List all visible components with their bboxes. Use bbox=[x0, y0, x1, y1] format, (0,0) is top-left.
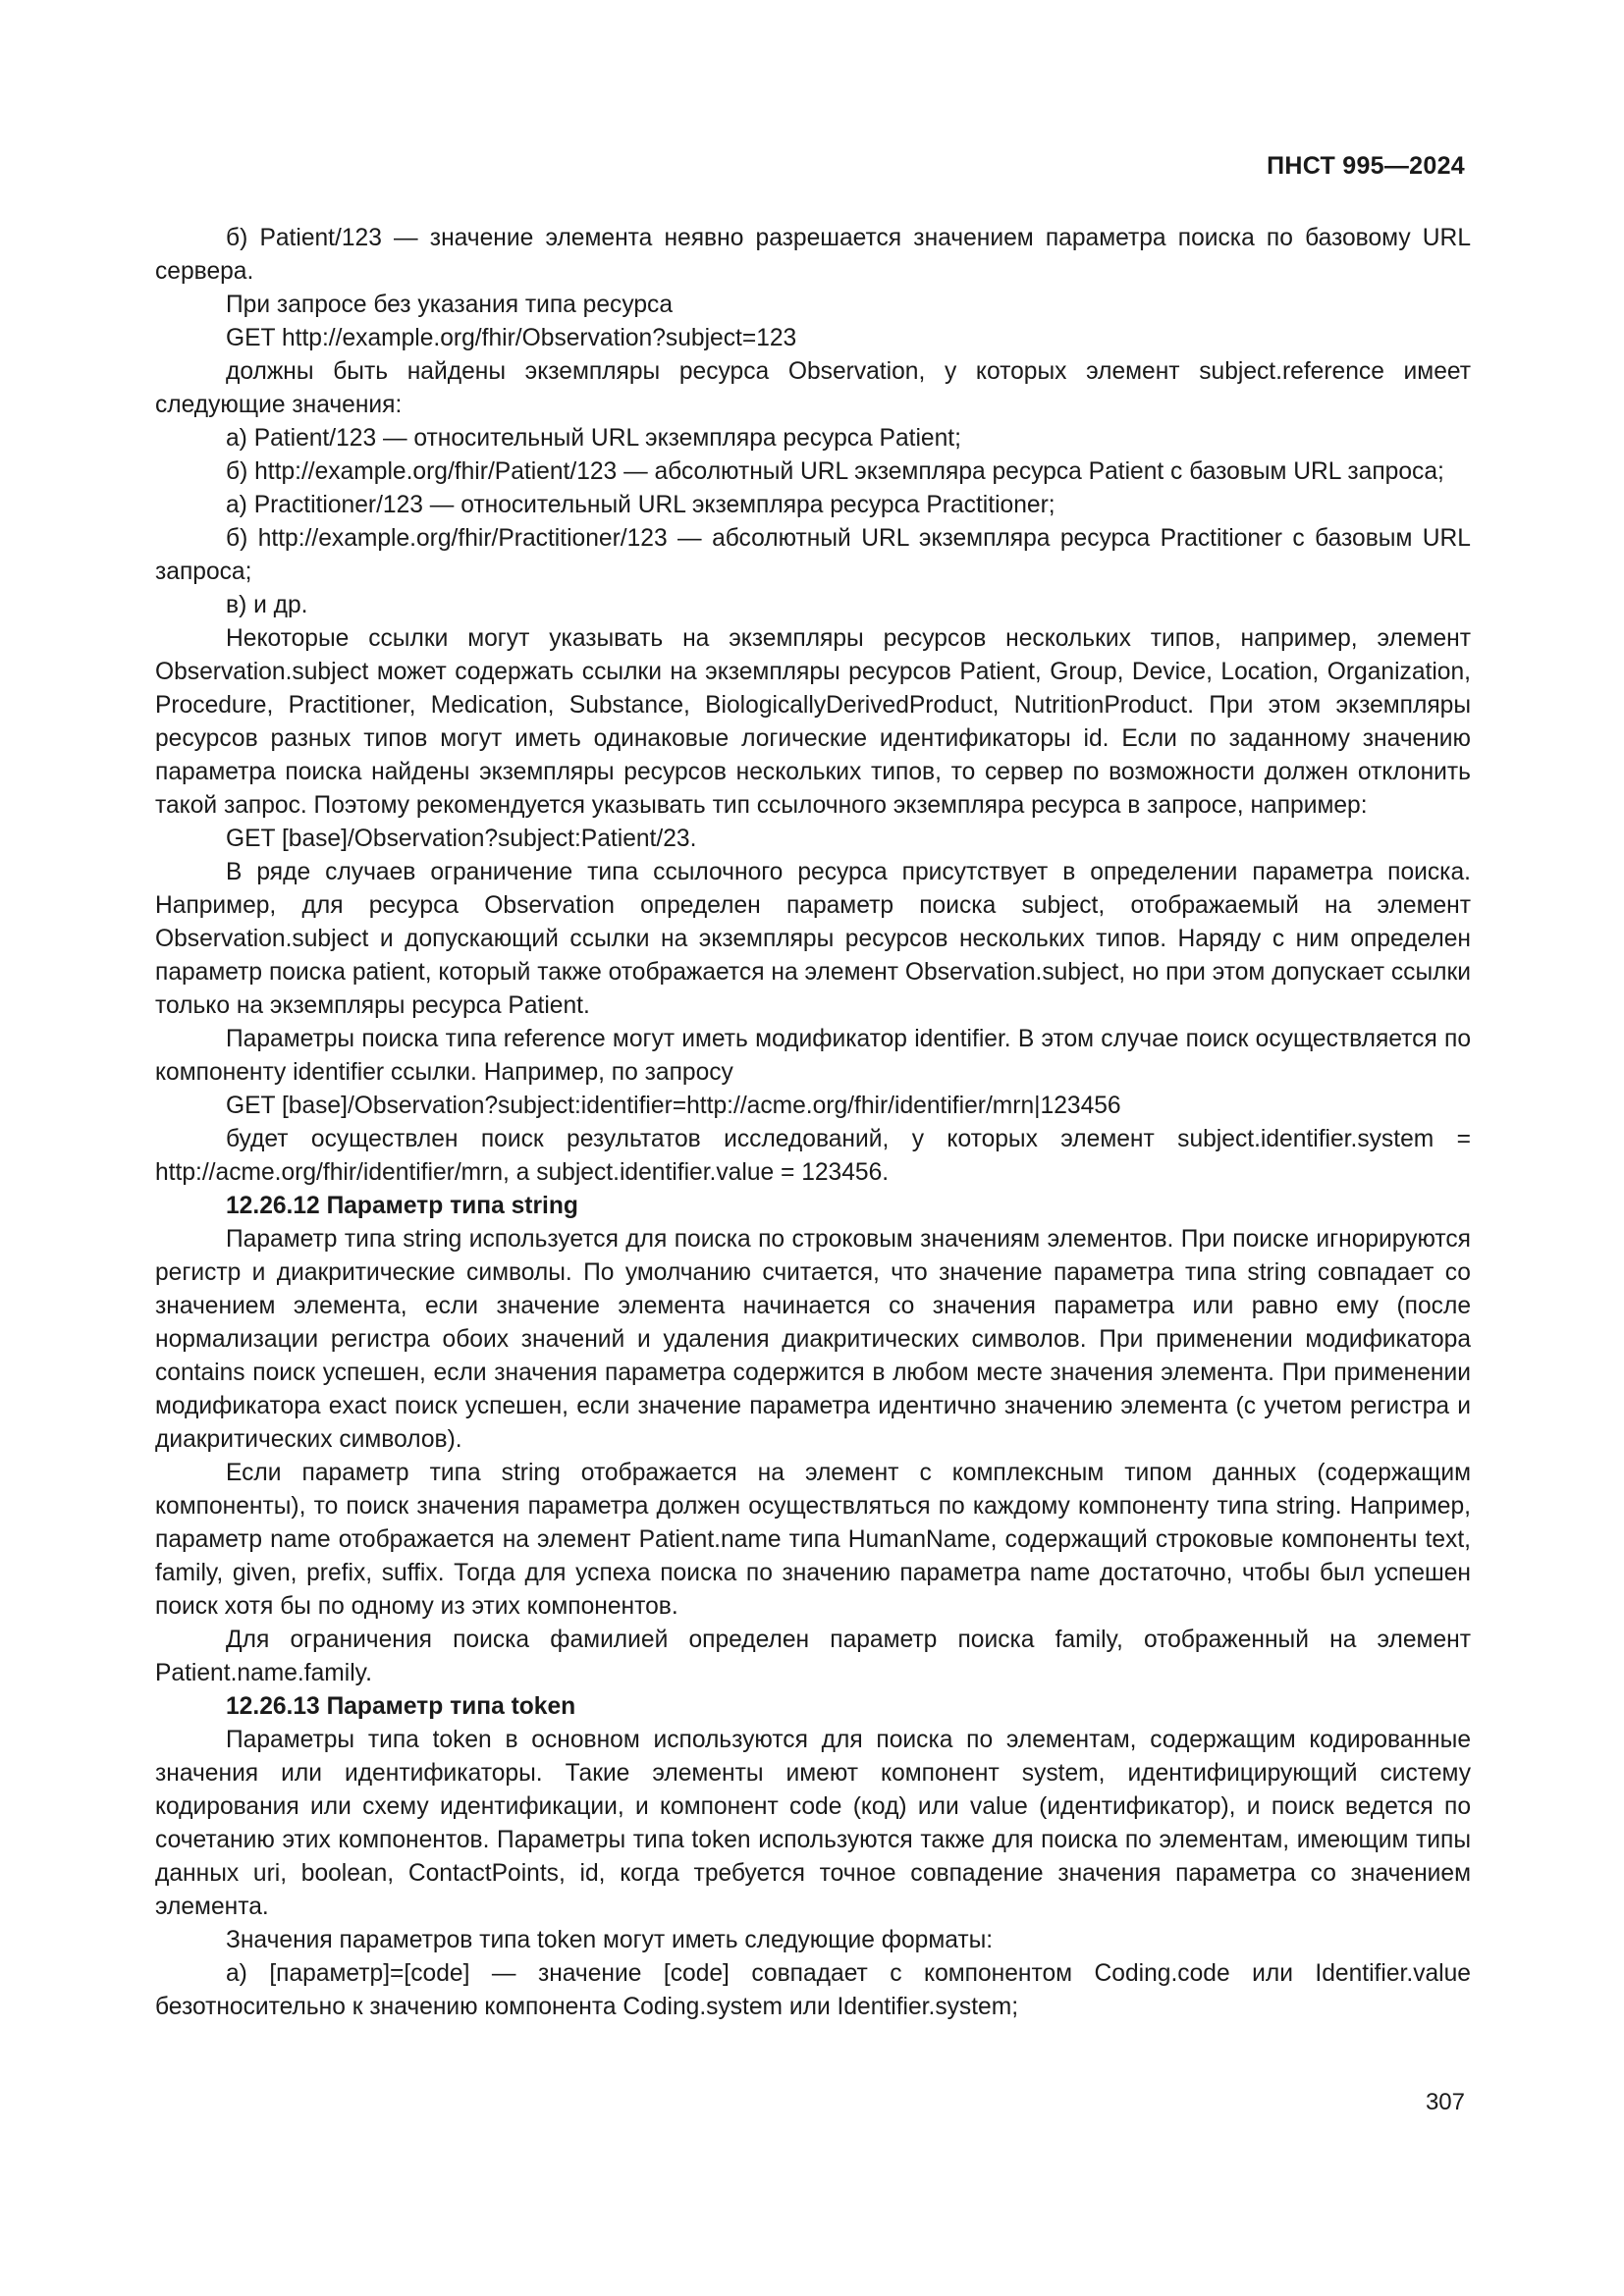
paragraph: В ряде случаев ограничение типа ссылочного ресурса присутствует в определении параметра поиска. Например, для ресурса Observation определен параметр поиска subject, отображаемый на элемент Observation.subject и допускающий ссылки на экземпляры ресурсов нескольких типов. Наряду с ним определен параметр поиска patient, который также отображается на элемент Observation.subject, но при этом допускает ссылки только на экземпляры ресурса Patient. bbox=[155, 859, 1471, 1019]
paragraph: Параметр типа string используется для поиска по строковым значениям элементов. При поиске игнорируются регистр и диакритические символы. По умолчанию считается, что значение параметра типа string совпадает со значением элемента, если значение элемента начинается со значения параметра или равно ему (после нормализации регистра обоих значений и удаления диакритических символов. При применении модификатора contains поиск успешен, если значения параметра содержится в любом месте значения элемента. При применении модификатора exact поиск успешен, если значение параметра идентично значению элемента (с учетом регистра и диакритических символов). bbox=[155, 1226, 1471, 1453]
paragraph: Значения параметров типа token могут иметь следующие форматы: bbox=[226, 1927, 994, 1953]
paragraph: Если параметр типа string отображается на элемент с комплексным типом данных (содержащим компоненты), то поиск значения параметра должен осуществляться по каждому компоненту типа string. Например, параметр name отображается на элемент Patient.name типа HumanName, содержащий строковые компоненты text, family, given, prefix, suffix. Тогда для успеха поиска по значению параметра name достаточно, чтобы был успешен поиск хотя бы по одному из этих компонентов. bbox=[155, 1460, 1471, 1620]
paragraph: GET [base]/Observation?subject:Patient/23. bbox=[226, 826, 697, 852]
paragraph: а) Practitioner/123 — относительный URL экземпляра ресурса Practitioner; bbox=[226, 492, 1056, 518]
paragraph: Некоторые ссылки могут указывать на экземпляры ресурсов нескольких типов, например, элемент Observation.subject может содержать ссылки на экземпляры ресурсов Patient, Group, Device, Location, Organization, Procedure, Practitioner, Medication, Substance, BiologicallyDerivedProduct, NutritionProduct. При этом экземпляры ресурсов разных типов могут иметь одинаковые логические идентификаторы id. Если по заданному значению параметра поиска найдены экземпляры ресурсов нескольких типов, то сервер по возможности должен отклонить такой запрос. Поэтому рекомендуется указывать тип ссылочного экземпляра ресурса в запросе, например: bbox=[155, 625, 1471, 819]
paragraph: должны быть найдены экземпляры ресурса Observation, у которых элемент subject.reference имеет следующие значения: bbox=[155, 358, 1471, 418]
paragraph: При запросе без указания типа ресурса bbox=[226, 292, 673, 318]
paragraph: б) Patient/123 — значение элемента неявно разрешается значением параметра поиска по базовому URL сервера. bbox=[155, 225, 1471, 285]
paragraph: GET http://example.org/fhir/Observation?subject=123 bbox=[226, 325, 797, 351]
section-heading-token: 12.26.13 Параметр типа token bbox=[226, 1693, 576, 1720]
body-text bbox=[155, 222, 1471, 2024]
paragraph: а) Patient/123 — относительный URL экземпляра ресурса Patient; bbox=[226, 425, 961, 452]
paragraph: б) http://example.org/fhir/Patient/123 — абсолютный URL экземпляра ресурса Patient с базовым URL запроса; bbox=[226, 458, 1444, 485]
paragraph: в) и др. bbox=[226, 592, 308, 618]
paragraph: Параметры типа token в основном используются для поиска по элементам, содержащим кодированные значения или идентификаторы. Такие элементы имеют компонент system, идентифицирующий систему кодирования или схему идентификации, и компонент code (код) или value (идентификатор), и поиск ведется по сочетанию этих компонентов. Параметры типа token используются также для поиска по элементам, имеющим типы данных uri, boolean, ContactPoints, id, когда требуется точное совпадение значения параметра со значением элемента. bbox=[155, 1727, 1471, 1920]
paragraph: а) [параметр]=[code] — значение [code] совпадает с компонентом Coding.code или Identifier.value безотносительно к значению компонента Coding.system или Identifier.system; bbox=[155, 1960, 1471, 2020]
standard-code: ПНСТ 995—2024 bbox=[1267, 152, 1465, 180]
section-heading-string: 12.26.12 Параметр типа string bbox=[226, 1193, 578, 1219]
paragraph: Параметры поиска типа reference могут иметь модификатор identifier. В этом случае поиск осуществляется по компоненту identifier ссылки. Например, по запросу bbox=[155, 1026, 1471, 1086]
paragraph: GET [base]/Observation?subject:identifier=http://acme.org/fhir/identifier/mrn|123456 bbox=[226, 1093, 1121, 1119]
paragraph: б) http://example.org/fhir/Practitioner/123 — абсолютный URL экземпляра ресурса Practitioner с базовым URL запроса; bbox=[155, 525, 1471, 585]
paragraph: будет осуществлен поиск результатов исследований, у которых элемент subject.identifier.system = http://acme.org/fhir/identifier/mrn, a subject.identifier.value = 123456. bbox=[155, 1126, 1471, 1186]
page-number: 307 bbox=[1425, 2089, 1465, 2115]
paragraph: Для ограничения поиска фамилией определен параметр поиска family, отображенный на элемент Patient.name.family. bbox=[155, 1627, 1471, 1686]
